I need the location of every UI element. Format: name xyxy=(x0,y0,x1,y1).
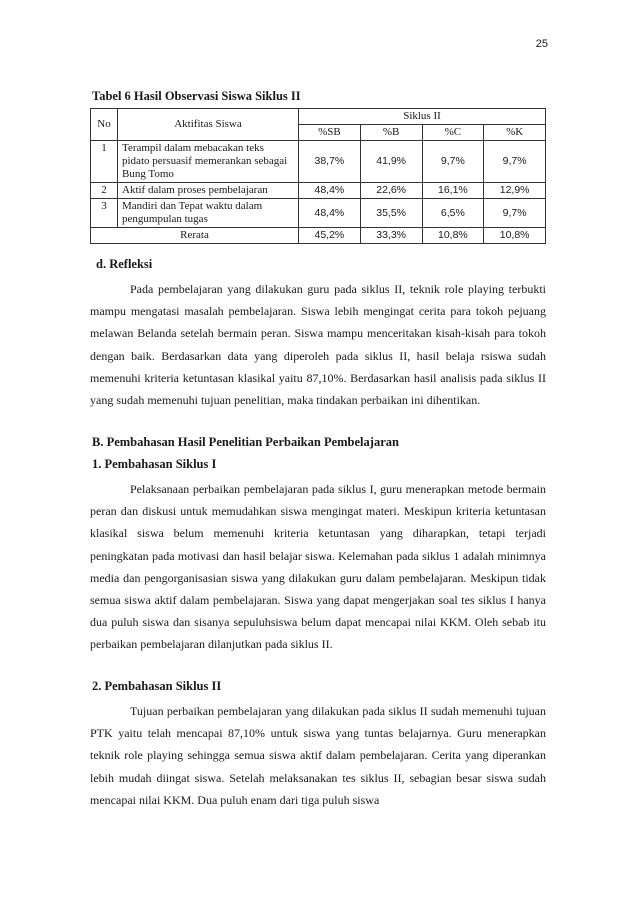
row-no: 2 xyxy=(91,183,118,199)
header-sb: %SB xyxy=(299,125,361,141)
section-b-heading: B. Pembahasan Hasil Penelitian Perbaikan Pembelajaran xyxy=(92,435,399,449)
row-b: 22,6% xyxy=(360,183,422,199)
header-cycle: Siklus II xyxy=(299,109,546,125)
siklus-2-heading: 2. Pembahasan Siklus II xyxy=(92,679,222,693)
row-k: 12,9% xyxy=(484,183,546,199)
siklus-1-heading: 1. Pembahasan Siklus I xyxy=(92,457,217,471)
row-c: 16,1% xyxy=(422,183,484,199)
average-b: 33,3% xyxy=(360,228,422,244)
page-number: 25 xyxy=(535,38,548,50)
table-row xyxy=(91,141,546,183)
row-c: 9,7% xyxy=(422,141,484,183)
average-c: 10,8% xyxy=(422,228,484,244)
average-label: Rerata xyxy=(91,228,299,244)
siklus-2-section xyxy=(90,700,546,811)
observation-table xyxy=(90,108,546,244)
average-sb: 45,2% xyxy=(299,228,361,244)
header-c: %C xyxy=(422,125,484,141)
row-no: 3 xyxy=(91,199,118,228)
header-activity: Aktifitas Siswa xyxy=(118,109,299,141)
siklus-1-paragraph: Pelaksanaan perbaikan pembelajaran pada siklus I, guru menerapkan metode bermain peran dan diskusi untuk memudahkan siswa mengingat materi. Meskipun kriteria ketuntasan klasikal siswa belum memenuhi kriteria ketuntasan yang diharapkan, tetapi terjadi peningkatan pada motivasi dan hasil belajar siswa. Kelemahan pada siklus 1 adalah minimnya media dan pengorganisasian siswa yang dilakukan guru dalam pembelajaran. Meskipun tidak semua siswa aktif dalam pembelajaran. Siswa yang dapat mengerjakan soal tes siklus I hanya dua puluh siswa dan sisanya sepuluhsiswa belum dapat mencapai nilai KKM. Oleh sebab itu perbaikan pembelajaran dilanjutkan pada siklus II. xyxy=(90,482,546,652)
average-k: 10,8% xyxy=(484,228,546,244)
row-activity: Aktif dalam proses pembelajaran xyxy=(118,183,299,199)
row-activity: Terampil dalam mebacakan teks pidato persuasif memerankan sebagai Bung Tomo xyxy=(118,141,299,183)
row-sb: 48,4% xyxy=(299,199,361,228)
siklus-1-section xyxy=(90,478,546,656)
refleksi-paragraph: Pada pembelajaran yang dilakukan guru pada siklus II, teknik role playing terbukti mampu mengatasi masalah pembelajaran. Siswa lebih mengingat cerita para tokoh pejuang melawan Belanda setelah bermain peran. Siswa mampu menceritakan kisah-kisah para tokoh dengan baik. Berdasarkan data yang diperoleh pada siklus II, hasil belaja rsiswa sudah memenuhi kriteria ketuntasan klasikal yaitu 87,10%. Berdasarkan hasil analisis pada siklus II yang sudah memenuhi tujuan penelitian, maka tindakan perbaikan ini dihentikan. xyxy=(90,282,546,408)
row-no: 1 xyxy=(91,141,118,183)
table-caption: Tabel 6 Hasil Observasi Siswa Siklus II xyxy=(92,89,301,103)
row-b: 41,9% xyxy=(360,141,422,183)
row-sb: 48,4% xyxy=(299,183,361,199)
table-row xyxy=(91,183,546,199)
table-header-row xyxy=(91,109,546,125)
siklus-2-paragraph: Tujuan perbaikan pembelajaran yang dilakukan pada siklus II sudah memenuhi tujuan PTK yaitu telah mencapai 87,10% untuk siswa yang tuntas belajarnya. Guru menerapkan teknik role playing sehingga semua siswa aktif dalam pembelajaran. Cerita yang diperankan lebih mudah diingat siswa. Setelah melaksanakan tes siklus II, sebagian besar siswa sudah mencapai nilai KKM. Dua puluh enam dari tiga puluh siswa xyxy=(90,704,546,807)
header-b: %B xyxy=(360,125,422,141)
row-b: 35,5% xyxy=(360,199,422,228)
row-k: 9,7% xyxy=(484,141,546,183)
refleksi-section xyxy=(90,278,546,411)
table-row xyxy=(91,199,546,228)
row-c: 6,5% xyxy=(422,199,484,228)
row-sb: 38,7% xyxy=(299,141,361,183)
header-k: %K xyxy=(484,125,546,141)
refleksi-heading: d. Refleksi xyxy=(96,257,153,271)
header-no: No xyxy=(91,109,118,141)
table-average-row xyxy=(91,228,546,244)
row-activity: Mandiri dan Tepat waktu dalam pengumpulan tugas xyxy=(118,199,299,228)
row-k: 9,7% xyxy=(484,199,546,228)
